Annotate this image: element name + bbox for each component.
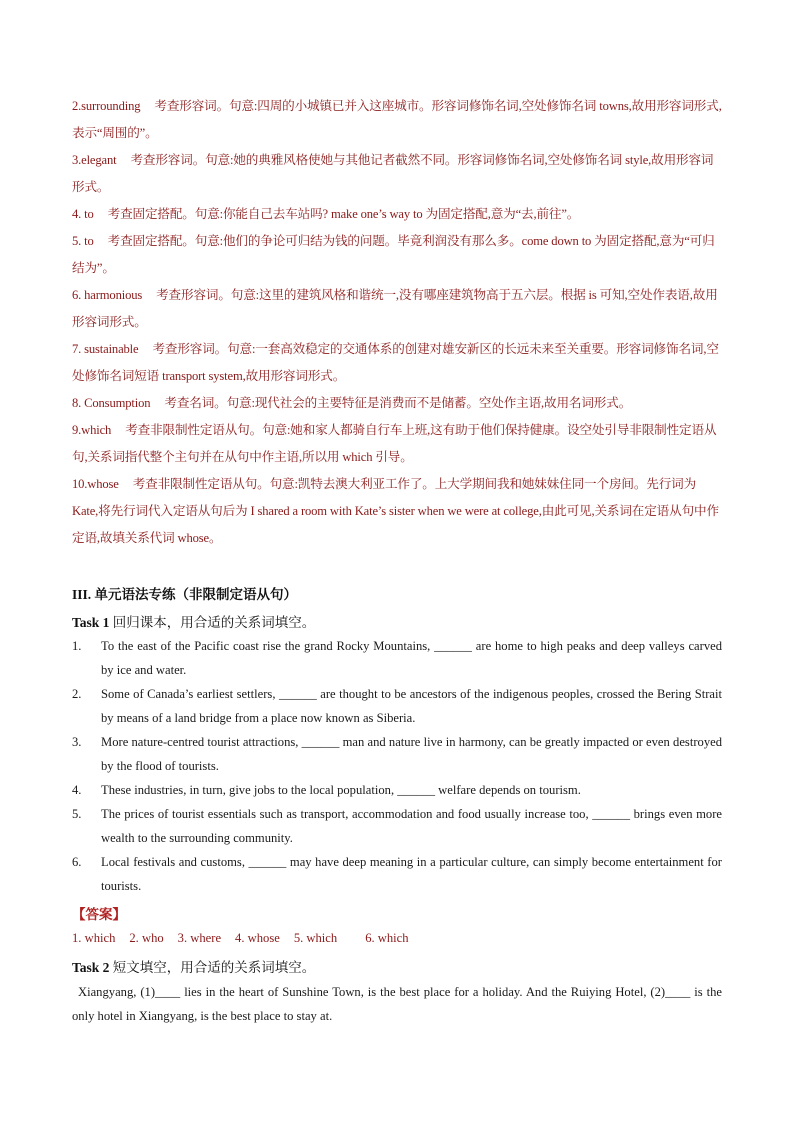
answer-line bbox=[72, 931, 423, 946]
question-number: 1. bbox=[72, 639, 82, 653]
list-item bbox=[72, 634, 722, 682]
explanation-10 bbox=[72, 471, 722, 552]
answer-item: 5. which bbox=[293, 931, 338, 945]
question-number: 6. bbox=[72, 855, 82, 869]
explanation-6 bbox=[72, 282, 722, 336]
explanation-9 bbox=[72, 417, 722, 471]
answer-label: 【答案】 bbox=[72, 907, 126, 922]
answer-item: 6. which bbox=[365, 931, 409, 945]
answer-key: 10.whose bbox=[72, 477, 119, 491]
question-number: 3. bbox=[72, 735, 82, 749]
explanation-5 bbox=[72, 228, 722, 282]
explanation-text: 考查名词。句意:现代社会的主要特征是消费而不是储蓄。空处作主语,故用名词形式。 bbox=[164, 396, 632, 410]
question-number: 2. bbox=[72, 687, 82, 701]
answer-item: 1. which bbox=[72, 931, 116, 945]
cloze-passage: Xiangyang, (1)____ lies in the heart of Sunshine Town, is the best place for a holiday. And the Ruiying Hotel, (2)____ is the only hotel in Xiangyang, is the best place to stay at. bbox=[72, 985, 722, 1023]
answer-key: 2.surrounding bbox=[72, 99, 141, 113]
explanation-text: 考查固定搭配。句意:你能自己去车站吗? make one’s way to 为固定搭配,意为“去,前往”。 bbox=[107, 207, 580, 221]
answer-key: 6. harmonious bbox=[72, 288, 143, 302]
explanation-text: 考查非限制性定语从句。句意:她和家人都骑自行车上班,这有助于他们保持健康。设空处引导非限制性定语从句,关系词指代整个主句并在从句中作主语,所以用 which 引导。 bbox=[72, 423, 717, 464]
task1-header bbox=[72, 611, 315, 631]
explanation-text: 考查形容词。句意:四周的小城镇已并入这座城市。形容词修饰名词,空处修饰名词 towns,故用形容词形式,表示“周围的”。 bbox=[72, 99, 722, 140]
explanation-text: 考查固定搭配。句意:他们的争论可归结为钱的问题。毕竟利润没有那么多。come down to 为固定搭配,意为“可归结为”。 bbox=[72, 234, 715, 275]
answer-item: 4. whose bbox=[235, 931, 280, 945]
list-item bbox=[72, 682, 722, 730]
list-item bbox=[72, 778, 722, 802]
list-item bbox=[72, 802, 722, 850]
section-heading: III. 单元语法专练（非限制定语从句） bbox=[72, 587, 298, 602]
explanation-text: 考查非限制性定语从句。句意:凯特去澳大利亚工作了。上大学期间我和她妹妹住同一个房间。先行词为 Kate,将先行词代入定语从句后为 I shared a room with Kate’s sister when we were at college,由此可见,关系词在定语从句中作定语,故填关系代词 whose。 bbox=[72, 477, 719, 545]
answer-key: 8. Consumption bbox=[72, 396, 151, 410]
explanation-2 bbox=[72, 93, 722, 147]
answer-item: 3. where bbox=[177, 931, 222, 945]
question-number: 4. bbox=[72, 783, 82, 797]
explanation-8 bbox=[72, 390, 722, 417]
task2-label: Task 2 bbox=[72, 960, 110, 975]
list-item bbox=[72, 850, 722, 898]
task1-label: Task 1 bbox=[72, 615, 110, 630]
list-item bbox=[72, 730, 722, 778]
question-text: These industries, in turn, give jobs to the local population, ______ welfare depends on tourism. bbox=[101, 783, 581, 797]
answer-key: 7. sustainable bbox=[72, 342, 139, 356]
answer-key: 9.which bbox=[72, 423, 112, 437]
question-text: More nature-centred tourist attractions, ______ man and nature live in harmony, can be greatly impacted or even destroyed by the flood of tourists. bbox=[101, 735, 722, 773]
question-text: Some of Canada’s earliest settlers, ______ are thought to be ancestors of the indigenous peoples, crossed the Bering Strait by means of a land bridge from a place now known as Siberia. bbox=[101, 687, 722, 725]
answer-key: 3.elegant bbox=[72, 153, 117, 167]
answer-item: 2. who bbox=[129, 931, 164, 945]
explanation-text: 考查形容词。句意:一套高效稳定的交通体系的创建对雄安新区的长远未来至关重要。形容词修饰名词,空处修饰名词短语 transport system,故用形容词形式。 bbox=[72, 342, 719, 383]
task2-instruction: 短文填空，用合适的关系词填空。 bbox=[109, 960, 316, 975]
task1-instruction: 回归课本，用合适的关系词填空。 bbox=[109, 615, 316, 630]
answer-key: 5. to bbox=[72, 234, 94, 248]
question-text: The prices of tourist essentials such as transport, accommodation and food usually increase too, ______ brings even more wealth to the surrounding community. bbox=[101, 807, 722, 845]
explanation-text: 考查形容词。句意:她的典雅风格使她与其他记者截然不同。形容词修饰名词,空处修饰名词 style,故用形容词形式。 bbox=[72, 153, 714, 194]
explanation-3 bbox=[72, 147, 722, 201]
task2-header bbox=[72, 956, 315, 976]
question-text: To the east of the Pacific coast rise the grand Rocky Mountains, ______ are home to high peaks and deep valleys carved by ice and water. bbox=[101, 639, 722, 677]
explanation-text: 考查形容词。句意:这里的建筑风格和谐统一,没有哪座建筑物高于五六层。根据 is 可知,空处作表语,故用形容词形式。 bbox=[72, 288, 718, 329]
explanation-4 bbox=[72, 201, 722, 228]
explanation-7 bbox=[72, 336, 722, 390]
question-number: 5. bbox=[72, 807, 82, 821]
answer-key: 4. to bbox=[72, 207, 94, 221]
question-text: Local festivals and customs, ______ may have deep meaning in a particular culture, can simply become entertainment for tourists. bbox=[101, 855, 722, 893]
